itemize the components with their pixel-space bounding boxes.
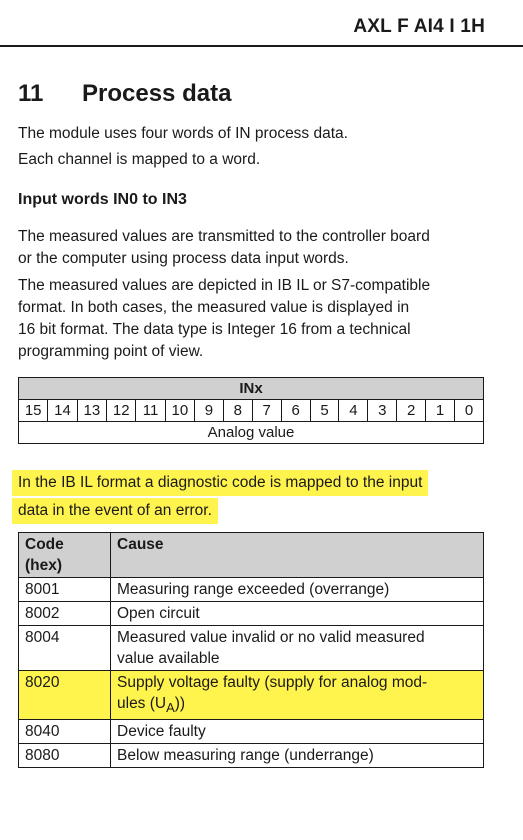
input-words-heading: Input words IN0 to IN3 xyxy=(18,191,187,208)
bit-cell: 5 xyxy=(310,400,339,422)
bit-number-row xyxy=(19,400,484,422)
bit-cell: 3 xyxy=(368,400,397,422)
code-column-header xyxy=(19,533,111,578)
intro-paragraph-1: The module uses four words of IN process data. xyxy=(18,125,348,142)
text-line: Supply voltage faulty (supply for analog mod- xyxy=(117,674,428,691)
code-cell: 8004 xyxy=(19,626,111,671)
section-heading xyxy=(18,80,231,108)
code-cell: 8002 xyxy=(19,602,111,626)
table-row xyxy=(19,720,484,744)
cause-cell: Measuring range exceeded (overrange) xyxy=(111,578,484,602)
header-rule xyxy=(0,45,523,47)
table-header-row xyxy=(19,378,484,400)
table-row xyxy=(19,626,484,671)
section-title: Process data xyxy=(82,80,232,107)
code-cell: 8001 xyxy=(19,578,111,602)
highlighted-text-line: data in the event of an error. xyxy=(12,498,218,524)
bit-cell: 10 xyxy=(165,400,194,422)
text-line: Measured value invalid or no valid measured xyxy=(117,629,425,646)
code-cell: 8080 xyxy=(19,744,111,768)
analog-value-row xyxy=(19,422,484,444)
cause-cell: Device faulty xyxy=(111,720,484,744)
bit-cell: 8 xyxy=(223,400,252,422)
bit-cell: 2 xyxy=(397,400,426,422)
subscript: A xyxy=(166,700,175,716)
analog-value-cell: Analog value xyxy=(19,422,484,444)
text-line: value available xyxy=(117,650,220,667)
bit-cell: 7 xyxy=(252,400,281,422)
bit-cell: 14 xyxy=(48,400,77,422)
table-row-highlighted xyxy=(19,671,484,720)
cause-column-header: Cause xyxy=(111,533,484,578)
inx-bit-table xyxy=(18,377,484,444)
table-row xyxy=(19,602,484,626)
input-words-paragraph-2 xyxy=(18,275,498,363)
bit-cell: 12 xyxy=(107,400,136,422)
intro-paragraph-2: Each channel is mapped to a word. xyxy=(18,151,261,168)
table-row xyxy=(19,744,484,768)
cause-cell xyxy=(111,671,484,720)
input-words-paragraph-1 xyxy=(18,226,498,270)
bit-cell: 9 xyxy=(195,400,224,422)
text-line: The measured values are depicted in IB IL or S7-compatible xyxy=(18,277,431,294)
diagnostic-code-table xyxy=(18,532,484,768)
text-line: programming point of view. xyxy=(18,343,204,360)
table-row xyxy=(19,578,484,602)
inx-header-cell: INx xyxy=(19,378,484,400)
table-header-row xyxy=(19,533,484,578)
text-fragment: )) xyxy=(174,695,186,712)
bit-cell: 6 xyxy=(281,400,310,422)
text-line: The measured values are transmitted to the controller board xyxy=(18,228,430,245)
code-cell: 8020 xyxy=(19,671,111,720)
header-sublabel: (hex) xyxy=(25,557,63,574)
bit-cell: 15 xyxy=(19,400,48,422)
header-label: Code xyxy=(25,536,64,553)
cause-cell xyxy=(111,626,484,671)
bit-cell: 4 xyxy=(339,400,368,422)
bit-cell: 1 xyxy=(426,400,455,422)
bit-cell: 11 xyxy=(136,400,165,422)
document-header-title: AXL F AI4 I 1H xyxy=(353,16,485,37)
code-cell: 8040 xyxy=(19,720,111,744)
diagnostic-note xyxy=(12,470,428,524)
section-number: 11 xyxy=(18,80,44,107)
cause-cell: Open circuit xyxy=(111,602,484,626)
text-line: 16 bit format. The data type is Integer 16 from a technical xyxy=(18,321,411,338)
bit-cell: 0 xyxy=(455,400,484,422)
text-line: format. In both cases, the measured value is displayed in xyxy=(18,299,410,316)
highlighted-text-line: In the IB IL format a diagnostic code is mapped to the input xyxy=(12,470,428,496)
bit-cell: 13 xyxy=(77,400,106,422)
text-line: or the computer using process data input words. xyxy=(18,250,349,267)
cause-cell: Below measuring range (underrange) xyxy=(111,744,484,768)
text-fragment: ules (U xyxy=(117,695,167,712)
